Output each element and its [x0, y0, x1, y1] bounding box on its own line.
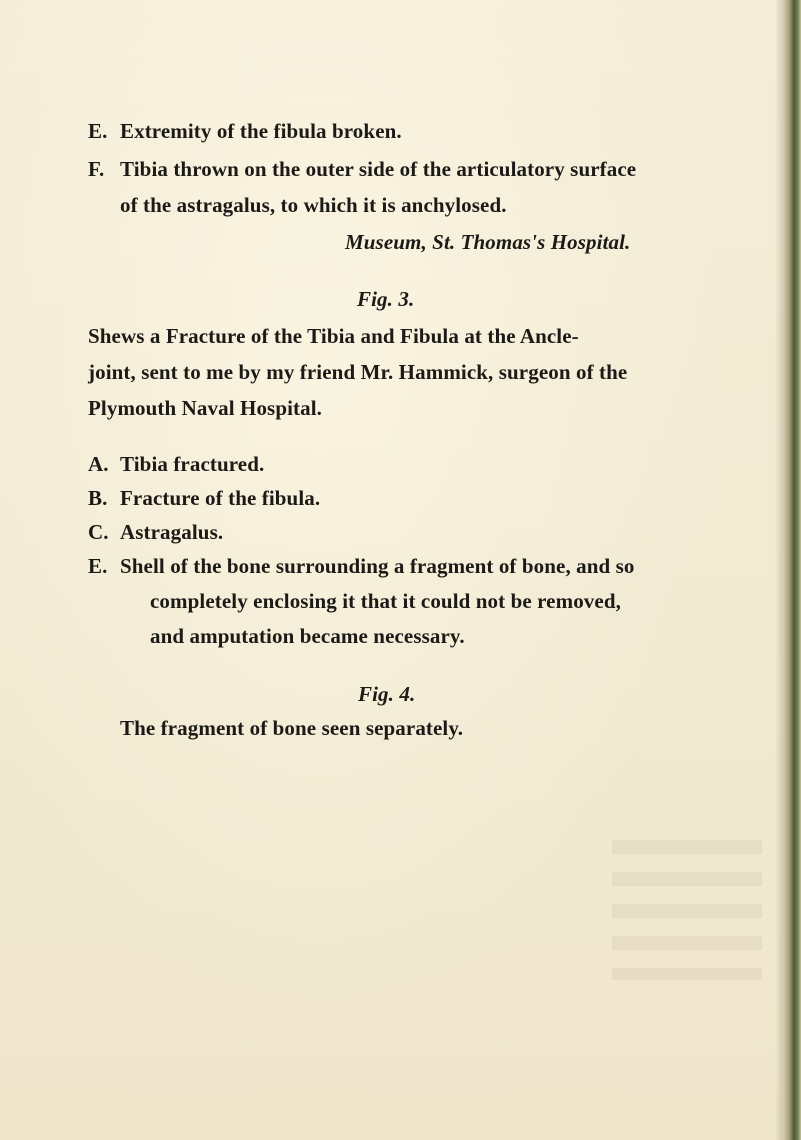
- entry-key: A.: [88, 452, 109, 476]
- fig4-heading: Fig. 4.: [358, 682, 416, 706]
- binding-edge: [783, 0, 801, 1140]
- fig3-heading: Fig. 3.: [357, 287, 415, 311]
- fig4-text: The fragment of bone seen separately.: [120, 716, 464, 740]
- entry-b: [88, 485, 320, 511]
- entry-key: C.: [88, 520, 109, 544]
- entry-text: Tibia fractured.: [120, 452, 265, 476]
- entry-text: Tibia thrown on the outer side of the articulatory surface: [120, 157, 637, 181]
- fig3-line-3: Plymouth Naval Hospital.: [88, 396, 323, 420]
- source-citation: Museum, St. Thomas's Hospital.: [345, 230, 631, 254]
- entry-key: E.: [88, 554, 108, 578]
- fig3-line-1: Shews a Fracture of the Tibia and Fibula at the Ancle-: [88, 324, 579, 348]
- entry-e-fig3: [88, 553, 635, 579]
- entry-text: Fracture of the fibula.: [120, 486, 321, 510]
- entry-e-fig3-continuation-1: completely enclosing it that it could not be removed,: [150, 589, 621, 613]
- entry-key: B.: [88, 486, 108, 510]
- entry-text: Astragalus.: [120, 520, 224, 544]
- fig3-line-2: joint, sent to me by my friend Mr. Hammick, surgeon of the: [88, 360, 628, 384]
- entry-f: [88, 156, 636, 182]
- entry-e-fig3-continuation-2: and amputation became necessary.: [150, 624, 465, 648]
- show-through-texture: [612, 840, 762, 980]
- binding-shadow: [775, 0, 783, 1140]
- entry-a: [88, 451, 264, 477]
- entry-c: [88, 519, 223, 545]
- entry-key: F.: [88, 157, 105, 181]
- entry-text: Shell of the bone surrounding a fragment of bone, and so: [120, 554, 635, 578]
- entry-key: E.: [88, 119, 108, 143]
- entry-e-top: [88, 118, 402, 144]
- entry-text: Extremity of the fibula broken.: [120, 119, 402, 143]
- entry-f-continuation: of the astragalus, to which it is anchylosed.: [120, 193, 507, 217]
